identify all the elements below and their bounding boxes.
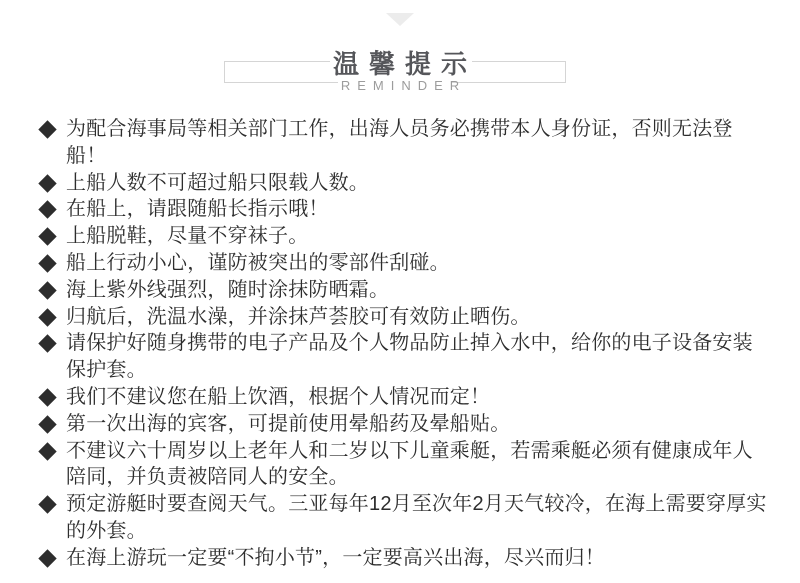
reminder-text: 第一次出海的宾客，可提前使用晕船药及晕船贴。	[66, 412, 511, 435]
list-item	[39, 330, 770, 384]
list-item	[39, 116, 770, 170]
diamond-bullet-icon	[38, 120, 56, 138]
reminder-text: 海上紫外线强烈，随时涂抹防晒霜。	[66, 278, 390, 301]
list-item	[39, 491, 770, 545]
list-item	[39, 170, 770, 197]
diamond-bullet-icon	[38, 442, 56, 460]
reminder-list	[39, 116, 770, 572]
reminder-text: 为配合海事局等相关部门工作，出海人员务必携带本人身份证，否则无法登船！	[66, 118, 733, 167]
diamond-bullet-icon	[38, 227, 56, 245]
reminder-text: 船上行动小心，谨防被突出的零部件刮碰。	[66, 251, 450, 274]
page-subtitle: REMINDER	[340, 78, 467, 93]
list-item	[39, 250, 770, 277]
diamond-bullet-icon	[38, 549, 56, 567]
reminder-text: 请保护好随身携带的电子产品及个人物品防止掉入水中，给你的电子设备安装保护套。	[66, 332, 753, 382]
diamond-bullet-icon	[38, 308, 56, 326]
diamond-bullet-icon	[38, 174, 56, 192]
list-item	[39, 196, 770, 223]
list-item	[39, 411, 770, 438]
list-item	[39, 277, 770, 304]
reminder-text: 我们不建议您在船上饮酒，根据个人情况而定！	[66, 385, 491, 408]
diamond-bullet-icon	[38, 495, 56, 513]
reminder-text: 上船人数不可超过船只限载人数。	[66, 171, 369, 194]
reminder-text: 归航后，洗温水澡，并涂抹芦荟胶可有效防止晒伤。	[66, 305, 531, 328]
list-item	[39, 438, 770, 492]
reminder-text: 预定游艇时要查阅天气。三亚每年12月至次年2月天气较冷，在海上需要穿厚实的外套。	[66, 493, 767, 542]
reminder-text: 上船脱鞋，尽量不穿袜子。	[66, 225, 309, 248]
page-title: 温馨提示	[332, 49, 477, 79]
diamond-bullet-icon	[38, 201, 56, 219]
reminder-text: 在海上游玩一定要“不拘小节”，一定要高兴出海，尽兴而归！	[66, 546, 605, 569]
list-item	[39, 223, 770, 250]
list-item	[39, 304, 770, 331]
diamond-bullet-icon	[38, 415, 56, 433]
list-item	[39, 384, 770, 411]
list-item	[39, 545, 770, 572]
diamond-bullet-icon	[38, 335, 56, 353]
chevron-down-icon	[386, 13, 414, 26]
diamond-bullet-icon	[38, 254, 56, 272]
diamond-bullet-icon	[38, 388, 56, 406]
reminder-text: 不建议六十周岁以上老年人和二岁以下儿童乘艇，若需乘艇必须有健康成年人陪同，并负责被陪同人的安全。	[66, 439, 753, 489]
diamond-bullet-icon	[38, 281, 56, 299]
reminder-text: 在船上，请跟随船长指示哦！	[66, 198, 329, 221]
